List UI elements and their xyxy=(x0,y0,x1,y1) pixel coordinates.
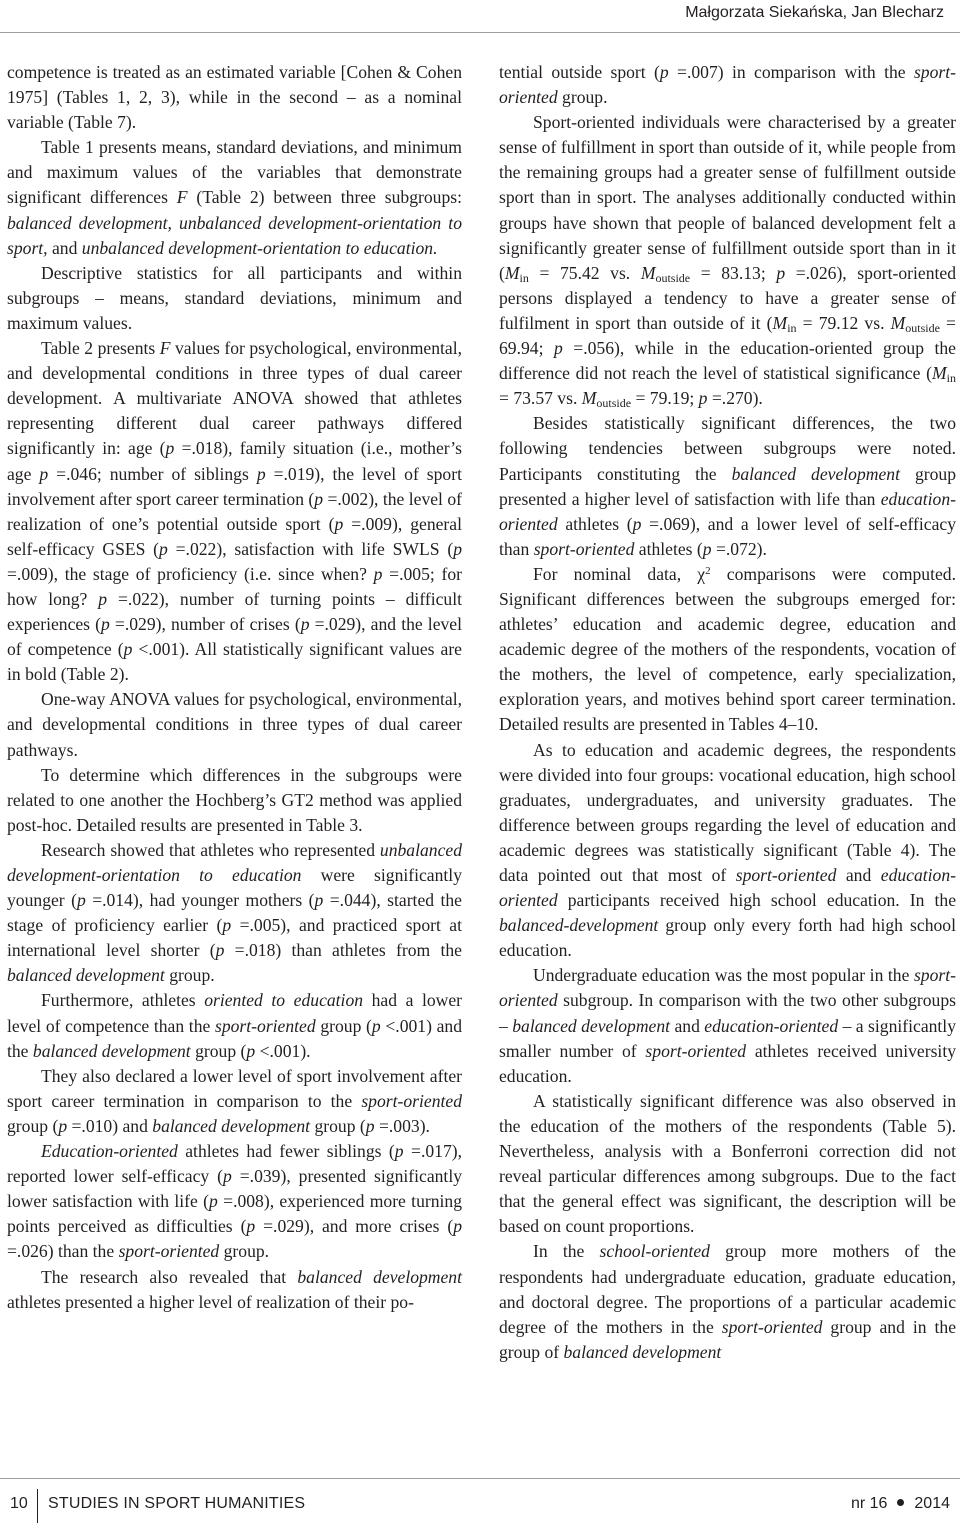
running-header-authors: Małgorzata Siekańska, Jan Blecharz xyxy=(685,4,944,21)
left-column xyxy=(7,60,462,1315)
right-paragraph-3: Besides statistically significant differences, the two following tendencies between subgroups were noted. Participants constituting the balanced development group presented a higher level of satisfaction with life than education-oriented athletes (p =.069), and a lower level of self-efficacy than sport-oriented athletes (p =.072). xyxy=(499,413,956,559)
right-paragraph-8: In the school-oriented group more mothers of the respondents had undergraduate education, graduate education, and doctoral degree. The proportions of a particular academic degree of the mothers in the sport-oriented group and in the group of balanced development xyxy=(499,1241,956,1362)
left-paragraph-7: Research showed that athletes who represented unbalanced development-orientation to education were significantly younger (p =.014), had younger mothers (p =.044), started the stage of proficiency earlier (p =.005), and practiced sport at international level shorter (p =.018) than athletes from the balanced development group. xyxy=(7,839,462,986)
header-rule xyxy=(0,32,960,33)
right-paragraph-4: For nominal data, $\chi^2$ comparisons were computed. Significant differences between the subgroups emerged for: athletes’ education and academic degree, education and academic degree of the mothers of the respondents, vocation of the mothers, the level of competence, early specialization, exploration years, and motives behind sport career termination. Detailed results are presented in Tables 4–10. xyxy=(499,563,956,735)
left-paragraph-4: Table 2 presents F values for psychological, environmental, and developmental conditions in three types of dual career development. A multivariate ANOVA showed that athletes representing different dual career pathways differed significantly in: age (p =.018), family situation (i.e., mother’s age p =.046; number of siblings p =.019), the level of sport involvement after sport career termination (p =.002), the level of realization of one’s potential outside sport (p =.009), general self-efficacy GSES (p =.022), satisfaction with life SWLS (p =.009), the stage of proficiency (i.e. since when? p =.005; for how long? p =.022), number of turning points – difficult experiences (p =.029), number of crises (p =.029), and the level of competence (p <.001). All statistically significant values are in bold (Table 2). xyxy=(7,338,463,685)
right-paragraph-2: Sport-oriented individuals were characterised by a greater sense of fulfillment in sport than outside of it, while people from the remaining groups had a greater sense of fulfillment outside sport than in sport. The analyses additionally conducted within groups have shown that people of balanced development felt a significantly greater sense of fulfillment outside sport than in it ($M_{in} = 75.42$ vs. $M_{outside} = 83.13$; p =.026), sport-oriented persons displayed a tendency to have a greater sense of fulfilment in sport than outside of it ($M_{in} = 79.12$ vs. $M_{outside} = 69.94$; p =.056), while in the education-oriented group the difference did not reach the level of statistical significance ($M_{in} = 73.57$ vs. $M_{outside} = 79.19$; p =.270). xyxy=(499,112,956,411)
left-paragraph-10: Education-oriented athletes had fewer siblings (p =.017), reported lower self-efficacy (p =.039), presented significantly lower satisfaction with life (p =.008), experienced more turning points perceived as difficulties (p =.029), and more crises (p =.026) than the sport-oriented group. xyxy=(7,1141,463,1262)
right-paragraph-1: tential outside sport (p =.007) in comparison with the sport-oriented group. xyxy=(499,62,956,108)
right-column xyxy=(499,60,956,1365)
left-paragraph-6: To determine which differences in the subgroups were related to one another the Hochberg’s GT2 method was applied post-hoc. Detailed results are presented in Table 3. xyxy=(7,764,462,835)
issue-info xyxy=(851,1495,950,1513)
left-paragraph-8: Furthermore, athletes oriented to education had a lower level of competence than the sport-oriented group (p <.001) and the balanced development group (p <.001). xyxy=(7,990,463,1061)
issue-year: 2014 xyxy=(914,1495,950,1512)
footer-rule xyxy=(0,1478,960,1479)
page-number: 10 xyxy=(10,1495,28,1512)
bullet-icon xyxy=(897,1499,904,1506)
page-footer xyxy=(0,1495,960,1523)
left-paragraph-3: Descriptive statistics for all participants and within subgroups – means, standard deviations, minimum and maximum values. xyxy=(7,262,462,333)
right-paragraph-6: Undergraduate education was the most popular in the sport-oriented subgroup. In comparison with the two other subgroups – balanced development and education-oriented – a significantly smaller number of sport-oriented athletes received university education. xyxy=(499,965,956,1086)
right-paragraph-5: As to education and academic degrees, the respondents were divided into four groups: vocational education, high school graduates, undergraduates, and university graduates. The difference between groups regarding the level of education and academic degrees was statistically significant (Table 4). The data pointed out that most of sport-oriented and education-oriented participants received high school education. In the balanced-development group only every forth had high school education. xyxy=(499,739,957,961)
left-paragraph-11: The research also revealed that balanced development athletes presented a higher level of realization of their po- xyxy=(7,1266,462,1312)
right-paragraph-7: A statistically significant difference was also observed in the education of the mothers of the respondents (Table 5). Nevertheless, analysis with a Bonferroni correction did not reveal particular differences among subgroups. Due to the fact that the general effect was significant, the description will be based on count proportions. xyxy=(499,1090,956,1237)
journal-name: STUDIES IN SPORT HUMANITIES xyxy=(48,1495,306,1512)
left-paragraph-2: Table 1 presents means, standard deviations, and minimum and maximum values of the variables that demonstrate significant differences F (Table 2) between three subgroups: balanced development, unbalanced development-orientation to sport, and unbalanced development-orientation to education. xyxy=(7,137,463,258)
left-paragraph-5: One-way ANOVA values for psychological, environmental, and developmental conditions in three types of dual career pathways. xyxy=(7,689,462,760)
left-paragraph-9: They also declared a lower level of sport involvement after sport career termination in comparison to the sport-oriented group (p =.010) and balanced development group (p =.003). xyxy=(7,1065,462,1136)
footer-divider xyxy=(37,1489,38,1523)
issue-number: nr 16 xyxy=(850,1495,888,1512)
left-paragraph-1: competence is treated as an estimated variable [Cohen & Cohen 1975] (Tables 1, 2, 3), while in the second – as a nominal variable (Table 7). xyxy=(7,62,462,133)
